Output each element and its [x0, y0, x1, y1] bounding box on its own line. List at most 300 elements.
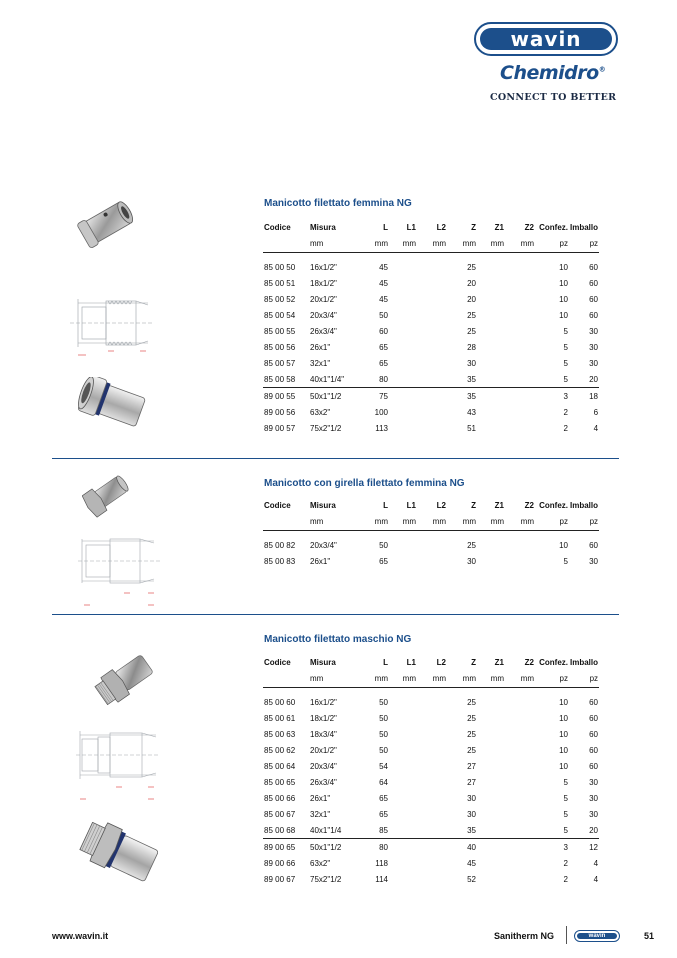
table-cell: 25 [467, 262, 476, 272]
table-cell: 118 [375, 858, 388, 868]
table-cell: 5 [563, 358, 568, 368]
technical-drawing-swivel-female [74, 535, 162, 607]
column-header: Z [471, 657, 476, 667]
unit-cell: mm [417, 670, 447, 688]
table-cell: 43 [467, 407, 476, 417]
table-cell: 25 [467, 326, 476, 336]
table-cell: 51 [467, 423, 476, 433]
unit-cell: mm [309, 670, 365, 688]
table-cell [505, 790, 535, 806]
table-cell: 20x1/2" [310, 745, 337, 755]
table-cell: 28 [467, 342, 476, 352]
table-cell: 89 00 57 [264, 423, 296, 433]
table-cell [477, 275, 505, 291]
units-row [263, 670, 599, 688]
table-row [263, 420, 599, 436]
table-cell: 10 [559, 262, 568, 272]
table-cell [389, 790, 417, 806]
table-row [263, 537, 599, 553]
table-cell [389, 806, 417, 822]
table-cell: 20 [589, 825, 599, 835]
table-cell [389, 371, 417, 388]
table-cell [389, 291, 417, 307]
table-cell: 30 [589, 809, 599, 819]
table-cell [417, 790, 447, 806]
table-cell [417, 839, 447, 856]
table-cell: 85 00 57 [264, 358, 296, 368]
column-header: Imballo [570, 500, 599, 510]
column-header: L1 [406, 222, 416, 232]
table-cell: 60 [379, 326, 388, 336]
table-cell [389, 742, 417, 758]
table-cell: 30 [467, 809, 476, 819]
table-cell [477, 371, 505, 388]
column-header: Confez. [539, 222, 568, 232]
table-cell: 50 [379, 540, 388, 550]
table-row [263, 307, 599, 323]
unit-cell: mm [389, 513, 417, 531]
table-cell: 85 00 65 [264, 777, 296, 787]
table-cell [389, 355, 417, 371]
table-cell [477, 758, 505, 774]
table-cell: 65 [379, 342, 388, 352]
table-cell [505, 323, 535, 339]
table-cell [417, 259, 447, 275]
table-cell: 85 00 66 [264, 793, 296, 803]
table-cell: 65 [379, 793, 388, 803]
table-cell [417, 291, 447, 307]
column-header: L2 [436, 222, 446, 232]
table-cell [417, 822, 447, 839]
table-cell [505, 355, 535, 371]
unit-cell: mm [505, 235, 535, 253]
unit-cell: mm [477, 235, 505, 253]
unit-cell: mm [365, 670, 389, 688]
product-photo-male-threaded-large [78, 822, 158, 884]
table-cell: 25 [467, 310, 476, 320]
table-cell: 85 00 56 [264, 342, 296, 352]
table-cell [389, 871, 417, 887]
table-cell [417, 355, 447, 371]
units-row [263, 235, 599, 253]
column-header: L1 [406, 657, 416, 667]
table-cell [505, 388, 535, 405]
table-cell [505, 291, 535, 307]
table-cell: 75x2"1/2 [310, 874, 342, 884]
unit-cell: pz [569, 670, 599, 688]
table-cell: 63x2" [310, 407, 331, 417]
table-cell: 26x3/4" [310, 326, 337, 336]
footer-series: Sanitherm NG [494, 931, 555, 941]
table-cell: 10 [559, 310, 568, 320]
table-cell [417, 694, 447, 710]
column-header: Imballo [570, 657, 599, 667]
table-row [263, 355, 599, 371]
table-row [263, 371, 599, 388]
table-row [263, 742, 599, 758]
column-header: Misura [310, 500, 336, 510]
table-cell: 50 [379, 697, 388, 707]
table-cell [389, 855, 417, 871]
table-cell: 65 [379, 556, 388, 566]
column-header: Z1 [494, 222, 504, 232]
table-cell [389, 694, 417, 710]
table-cell: 5 [563, 374, 568, 384]
table-cell: 30 [589, 358, 599, 368]
table-cell: 80 [365, 839, 389, 856]
table-cell: 50 [379, 310, 388, 320]
table-cell [505, 694, 535, 710]
column-header: Confez. [539, 500, 568, 510]
table-cell [505, 553, 535, 569]
unit-cell: mm [447, 513, 477, 531]
column-header: Misura [310, 657, 336, 667]
table-cell: 25 [467, 713, 476, 723]
table-cell: 26x1" [310, 556, 331, 566]
footer-url[interactable]: www.wavin.it [52, 931, 109, 941]
section-title-swivel-female: Manicotto con girella filettato femmina NG [264, 478, 465, 489]
chemidro-logo-text: Chemidro [500, 62, 599, 84]
table-row [263, 839, 599, 856]
table-cell [417, 404, 447, 420]
footer-logo-text: wavin [577, 933, 617, 939]
table-cell: 85 00 51 [264, 278, 296, 288]
table-cell [389, 420, 417, 436]
table-cell: 114 [375, 874, 388, 884]
table-cell [417, 307, 447, 323]
table-cell: 32x1" [310, 358, 331, 368]
unit-cell: pz [535, 670, 569, 688]
technical-drawing-female-threaded [60, 295, 155, 365]
table-cell: 18 [569, 388, 599, 405]
table-cell: 60 [589, 713, 599, 723]
table-cell: 20 [589, 374, 599, 384]
section-title-female-threaded: Manicotto filettato femmina NG [264, 198, 412, 209]
table-row [263, 404, 599, 420]
table-cell [417, 275, 447, 291]
table-cell [505, 871, 535, 887]
column-header: Z2 [524, 222, 534, 232]
table-cell: 12 [569, 839, 599, 856]
table-cell [417, 726, 447, 742]
table-cell [477, 553, 505, 569]
table-cell: 25 [467, 697, 476, 707]
table-cell: 85 00 52 [264, 294, 296, 304]
table-cell: 2 [563, 407, 568, 417]
table-cell [505, 855, 535, 871]
table-cell [477, 839, 505, 856]
column-header: Z [471, 500, 476, 510]
table-cell: 5 [563, 556, 568, 566]
product-photo-female-threaded [76, 193, 138, 253]
spec-table-male-threaded [263, 654, 599, 887]
table-cell [477, 726, 505, 742]
table-cell [477, 871, 505, 887]
table-cell: 30 [589, 342, 599, 352]
table-cell [477, 339, 505, 355]
table-cell [417, 339, 447, 355]
table-cell: 85 00 50 [264, 262, 296, 272]
column-header: Codice [264, 500, 291, 510]
unit-cell: mm [417, 235, 447, 253]
table-row [263, 694, 599, 710]
table-cell: 85 [379, 825, 388, 835]
table-cell: 40x1"1/4" [310, 374, 345, 384]
table-cell [505, 774, 535, 790]
table-cell [417, 855, 447, 871]
unit-cell [263, 513, 309, 531]
unit-cell: mm [477, 513, 505, 531]
table-cell: 65 [379, 358, 388, 368]
unit-cell: mm [505, 513, 535, 531]
table-cell: 32x1" [310, 809, 331, 819]
table-cell: 2 [563, 858, 568, 868]
table-cell [389, 774, 417, 790]
table-cell: 6 [593, 407, 599, 417]
product-photo-swivel-female [82, 472, 130, 518]
table-cell: 100 [374, 407, 388, 417]
table-cell: 40 [447, 839, 477, 856]
table-cell: 20x3/4" [310, 310, 337, 320]
table-cell: 18x1/2" [310, 713, 337, 723]
table-cell: 30 [589, 326, 599, 336]
table-header [263, 497, 599, 513]
table-cell [477, 291, 505, 307]
table-cell [477, 806, 505, 822]
table-cell [389, 839, 417, 856]
footer-right [490, 926, 660, 946]
table-cell: 10 [559, 540, 568, 550]
table-cell [389, 259, 417, 275]
table-cell [477, 259, 505, 275]
column-header: Z1 [494, 657, 504, 667]
table-cell: 80 [379, 374, 388, 384]
table-cell: 60 [589, 294, 599, 304]
table-row [263, 553, 599, 569]
table-cell: 85 00 68 [264, 825, 296, 835]
table-cell [389, 726, 417, 742]
table-cell [505, 307, 535, 323]
table-cell [389, 275, 417, 291]
table-cell: 20 [467, 278, 476, 288]
table-cell: 89 00 66 [264, 858, 296, 868]
table-cell: 27 [467, 777, 476, 787]
table-cell: 35 [467, 825, 476, 835]
table-cell: 3 [535, 839, 569, 856]
table-cell: 10 [559, 761, 568, 771]
column-header: L2 [436, 657, 446, 667]
table-cell: 20x1/2" [310, 294, 337, 304]
table-cell [505, 420, 535, 436]
column-header: Z1 [494, 500, 504, 510]
table-cell [389, 758, 417, 774]
unit-cell: mm [365, 513, 389, 531]
table-cell: 10 [559, 294, 568, 304]
table-cell [477, 694, 505, 710]
column-header: Imballo [570, 222, 599, 232]
table-cell: 45 [379, 262, 388, 272]
table-cell [477, 855, 505, 871]
wavin-logo-text: wavin [480, 28, 612, 50]
table-cell [505, 758, 535, 774]
unit-cell: pz [569, 235, 599, 253]
table-cell: 89 00 67 [264, 874, 296, 884]
unit-cell: mm [389, 670, 417, 688]
table-cell: 85 00 58 [264, 374, 296, 384]
table-cell: 30 [467, 793, 476, 803]
table-cell: 30 [589, 777, 599, 787]
table-header [263, 654, 599, 670]
table-cell [417, 710, 447, 726]
table-cell [477, 710, 505, 726]
unit-cell: mm [365, 235, 389, 253]
table-cell [389, 339, 417, 355]
table-cell: 60 [589, 697, 599, 707]
unit-cell: mm [309, 513, 365, 531]
table-row [263, 822, 599, 839]
table-cell [505, 371, 535, 388]
unit-cell: mm [447, 670, 477, 688]
table-cell: 113 [375, 423, 388, 433]
table-cell [417, 742, 447, 758]
table-row [263, 726, 599, 742]
table-cell: 10 [559, 713, 568, 723]
product-photo-male-threaded [94, 650, 156, 708]
table-cell: 4 [593, 874, 599, 884]
table-cell [505, 806, 535, 822]
unit-cell: pz [535, 513, 569, 531]
unit-cell: mm [309, 235, 365, 253]
table-cell: 25 [467, 540, 476, 550]
column-header: L [383, 657, 388, 667]
table-cell [477, 420, 505, 436]
table-cell: 5 [563, 326, 568, 336]
table-cell: 85 00 67 [264, 809, 296, 819]
table-cell: 64 [379, 777, 388, 787]
table-cell [477, 388, 505, 405]
table-cell: 50 [379, 745, 388, 755]
table-cell [505, 339, 535, 355]
table-cell: 89 00 65 [263, 839, 309, 856]
column-header: Z2 [524, 500, 534, 510]
table-cell: 50x1"1/2 [309, 839, 365, 856]
table-cell [477, 404, 505, 420]
table-cell [389, 822, 417, 839]
spec-table-female-threaded [263, 219, 599, 436]
section-divider [52, 614, 619, 615]
table-cell: 50x1"1/2 [309, 388, 365, 405]
table-cell: 35 [467, 374, 476, 384]
table-cell [417, 871, 447, 887]
table-cell: 40x1"1/4 [310, 825, 342, 835]
unit-cell: mm [477, 670, 505, 688]
table-cell [505, 275, 535, 291]
registered-mark: ® [598, 65, 606, 74]
table-cell: 20x3/4" [310, 540, 337, 550]
table-cell: 85 00 60 [264, 697, 296, 707]
table-cell [389, 553, 417, 569]
table-cell [389, 307, 417, 323]
table-cell [389, 537, 417, 553]
unit-cell: mm [505, 670, 535, 688]
table-cell [389, 710, 417, 726]
table-row [263, 855, 599, 871]
table-cell [417, 323, 447, 339]
table-cell [417, 553, 447, 569]
table-cell: 20 [467, 294, 476, 304]
table-cell: 30 [589, 556, 599, 566]
table-cell [417, 388, 447, 405]
table-cell: 26x1" [310, 793, 331, 803]
table-cell [417, 420, 447, 436]
table-cell: 3 [535, 388, 569, 405]
table-cell [477, 323, 505, 339]
table-cell [477, 774, 505, 790]
table-cell: 30 [589, 793, 599, 803]
table-row [263, 758, 599, 774]
table-cell [389, 388, 417, 405]
table-cell [477, 742, 505, 758]
unit-cell [263, 235, 309, 253]
chemidro-logo [500, 62, 605, 84]
table-cell: 16x1/2" [310, 697, 337, 707]
table-cell: 75x2"1/2 [310, 423, 342, 433]
unit-cell [263, 670, 309, 688]
table-header [263, 219, 599, 235]
table-cell [505, 710, 535, 726]
table-cell: 45 [467, 858, 476, 868]
unit-cell: mm [417, 513, 447, 531]
table-cell: 85 00 55 [264, 326, 296, 336]
table-cell: 60 [589, 262, 599, 272]
table-row [263, 806, 599, 822]
table-cell [477, 355, 505, 371]
section-divider [52, 458, 619, 459]
table-cell: 60 [589, 540, 599, 550]
table-cell [505, 404, 535, 420]
table-row [263, 710, 599, 726]
brand-block [474, 22, 620, 102]
spec-table-swivel-female [263, 497, 599, 569]
wavin-logo [474, 22, 618, 56]
table-cell: 10 [559, 729, 568, 739]
page-number: 51 [644, 931, 655, 941]
table-cell: 25 [467, 745, 476, 755]
table-cell: 85 00 61 [264, 713, 296, 723]
table-cell [417, 806, 447, 822]
table-row [263, 339, 599, 355]
table-cell: 89 00 55 [263, 388, 309, 405]
table-cell: 10 [559, 745, 568, 755]
section-title-male-threaded: Manicotto filettato maschio NG [264, 634, 412, 645]
footer-wavin-logo [574, 930, 620, 942]
table-cell: 26x1" [310, 342, 331, 352]
column-header: L1 [406, 500, 416, 510]
table-cell [505, 742, 535, 758]
table-row [263, 291, 599, 307]
table-cell: 75 [365, 388, 389, 405]
table-cell: 35 [447, 388, 477, 405]
table-cell: 2 [563, 874, 568, 884]
table-cell: 25 [467, 729, 476, 739]
table-cell: 63x2" [310, 858, 331, 868]
table-row [263, 259, 599, 275]
table-row [263, 774, 599, 790]
table-cell: 10 [559, 278, 568, 288]
brand-tagline: CONNECT TO BETTER [490, 92, 617, 103]
column-header: Confez. [539, 657, 568, 667]
table-cell: 4 [593, 423, 599, 433]
